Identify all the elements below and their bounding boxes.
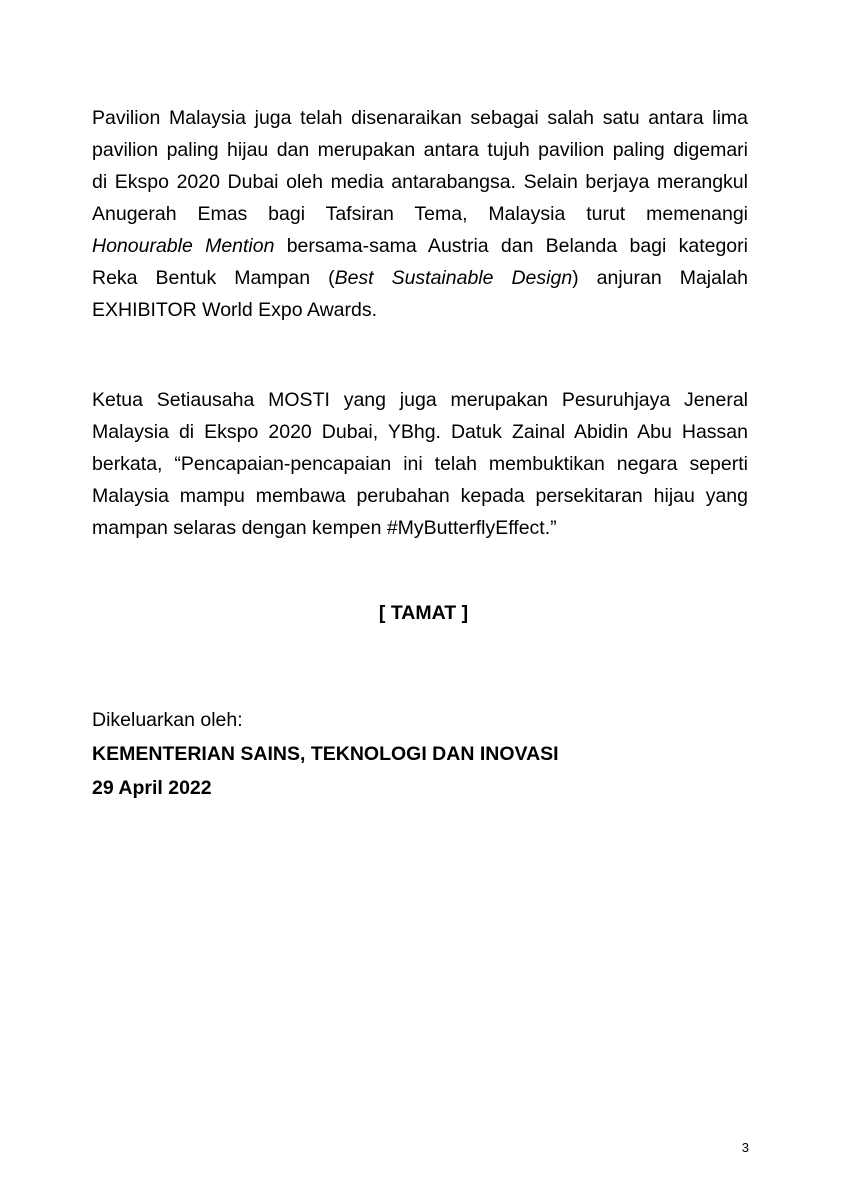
paragraph-line: Malaysia di Ekspo 2020 Dubai, YBhg. Datuk Zainal Abidin Abu Hassan (92, 421, 748, 443)
paragraph-line: mampan selaras dengan kempen #MyButterflyEffect.” (92, 517, 557, 539)
paragraph-line: di Ekspo 2020 Dubai oleh media antarabangsa. Selain berjaya merangkul (92, 171, 748, 193)
paragraph-line-post: ) anjuran Majalah (572, 267, 748, 289)
paragraph-line: Ketua Setiausaha MOSTI yang juga merupakan Pesuruhjaya Jeneral (92, 389, 748, 411)
end-mark: [ TAMAT ] (378, 602, 469, 624)
paragraph-line: Malaysia mampu membawa perubahan kepada persekitaran hijau yang (92, 485, 748, 507)
paragraph-statement (92, 384, 748, 544)
paragraph-line: pavilion paling hijau dan merupakan antara tujuh pavilion paling digemari (92, 139, 748, 161)
paragraph-line (92, 230, 748, 262)
paragraph-line-pre: Reka Bentuk Mampan ( (92, 267, 335, 289)
paragraph-line (92, 262, 748, 294)
issuer-label: Dikeluarkan oleh: (92, 709, 243, 731)
page-number: 3 (741, 1140, 749, 1155)
issuer-block (92, 703, 559, 805)
paragraph-awards (92, 102, 748, 326)
italic-term-honourable-mention: Honourable Mention (92, 235, 275, 257)
paragraph-line: berkata, “Pencapaian-pencapaian ini telah membuktikan negara seperti (92, 453, 748, 475)
issuer-ministry: KEMENTERIAN SAINS, TEKNOLOGI DAN INOVASI (92, 743, 559, 765)
paragraph-line: Anugerah Emas bagi Tafsiran Tema, Malaysia turut memenangi (92, 203, 748, 225)
italic-term-best-sustainable-design: Best Sustainable Design (334, 267, 573, 289)
paragraph-line: EXHIBITOR World Expo Awards. (92, 299, 378, 321)
issue-date: 29 April 2022 (92, 777, 212, 799)
paragraph-line-rest: bersama-sama Austria dan Belanda bagi kategori (274, 235, 748, 257)
paragraph-line: Pavilion Malaysia juga telah disenaraikan sebagai salah satu antara lima (92, 107, 748, 129)
